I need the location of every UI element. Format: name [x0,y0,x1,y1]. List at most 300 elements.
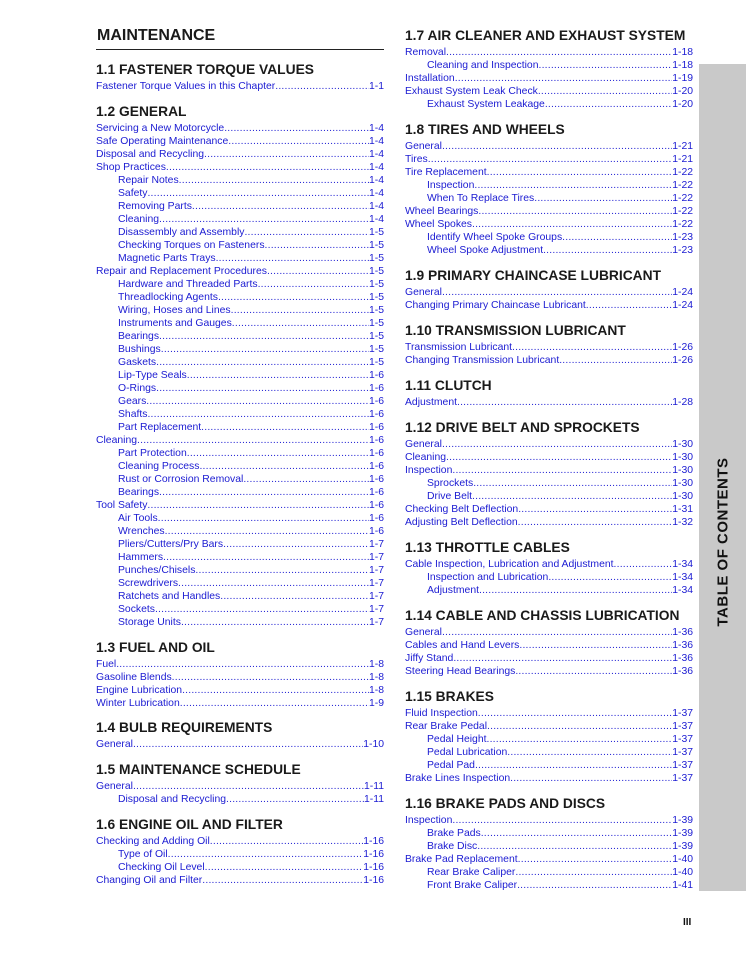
dot-leader [534,192,672,205]
toc-entry-page: 1-6 [368,448,384,459]
toc-section [405,606,693,678]
toc-link-when-to-replace-tires[interactable] [405,192,693,205]
toc-entry-page: 1-39 [672,841,693,852]
toc-link-cable-inspection-lubrication-and-adjustment[interactable] [405,558,693,571]
dot-leader [210,835,363,848]
toc-link-servicing-a-new-motorcycle[interactable] [96,122,384,135]
toc-section [96,60,384,93]
toc-entry-title: Checking Torques on Fasteners [118,240,265,251]
toc-entry-page: 1-21 [672,141,693,152]
toc-link-lip-type-seals[interactable] [96,369,384,382]
dot-leader [446,46,672,59]
dot-leader [442,438,672,451]
toc-link-cleaning-and-inspection[interactable] [405,59,693,72]
dot-leader [258,278,369,291]
toc-link-fastener-torque-values-in-this-chapter[interactable] [96,80,384,93]
toc-entry-page: 1-40 [672,867,693,878]
toc-link-exhaust-system-leak-check[interactable] [405,85,693,98]
toc-entry-title: Part Replacement [118,422,202,433]
dot-leader [159,330,369,343]
dot-leader [156,356,369,369]
dot-leader [133,738,363,751]
toc-entry-title: Type of Oil [118,849,168,860]
toc-entry-title: Transmission Lubricant [405,342,513,353]
toc-entry-title: Front Brake Caliper [427,880,518,891]
toc-link-brake-pad-replacement[interactable] [405,853,693,866]
toc-entry-page: 1-22 [672,193,693,204]
toc-entry-page: 1-19 [672,73,693,84]
toc-entry-title: Rear Brake Pedal [405,721,488,732]
toc-entry-page: 1-5 [368,344,384,355]
dot-leader [165,525,369,538]
toc-entry-page: 1-7 [368,565,384,576]
toc-link-screwdrivers[interactable] [96,577,384,590]
toc-entry-title: Cleaning Process [118,461,200,472]
dot-leader [455,72,673,85]
toc-link-wiring-hoses-and-lines[interactable] [96,304,384,317]
toc-link-cleaning[interactable] [96,213,384,226]
toc-entry-title: Brake Disc [427,841,478,852]
toc-link-cables-and-hand-levers[interactable] [405,639,693,652]
toc-entry-title: Lip-Type Seals [118,370,187,381]
toc-link-winter-lubrication[interactable] [96,697,384,710]
toc-link-pedal-lubrication[interactable] [405,746,693,759]
toc-entry-title: Checking Belt Deflection [405,504,519,515]
dot-leader [155,603,369,616]
toc-entry-title: Drive Belt [427,491,473,502]
toc-link-tool-safety[interactable] [96,499,384,512]
toc-entry-page: 1-5 [368,331,384,342]
dot-leader [428,153,672,166]
toc-link-adjustment[interactable] [405,396,693,409]
toc-entry-page: 1-37 [672,734,693,745]
toc-link-general[interactable] [96,780,384,793]
toc-entry-page: 1-4 [368,149,384,160]
toc-entry-page: 1-8 [368,659,384,670]
toc-link-general[interactable] [405,140,693,153]
toc-link-removing-parts[interactable] [96,200,384,213]
toc-link-checking-belt-deflection[interactable] [405,503,693,516]
toc-entry-page: 1-5 [368,357,384,368]
dot-leader [223,538,369,551]
toc-link-brake-pads[interactable] [405,827,693,840]
dot-leader [159,213,369,226]
toc-entry-title: Cable Inspection, Lubrication and Adjustment [405,559,614,570]
dot-leader [195,564,369,577]
toc-entry-page: 1-39 [672,828,693,839]
dot-leader [180,697,369,710]
toc-link-changing-transmission-lubricant[interactable] [405,354,693,367]
toc-entry-page: 1-30 [672,465,693,476]
toc-link-disposal-and-recycling[interactable] [96,148,384,161]
toc-entry-list [96,658,384,710]
dot-leader [187,447,369,460]
toc-link-engine-lubrication[interactable] [96,684,384,697]
toc-link-removal[interactable] [405,46,693,59]
toc-link-brake-lines-inspection[interactable] [405,772,693,785]
toc-entry-title: Repair Notes [118,175,179,186]
toc-entry-title: Brake Pads [427,828,481,839]
toc-link-changing-primary-chaincase-lubricant[interactable] [405,299,693,312]
toc-link-gears[interactable] [96,395,384,408]
toc-entry-title: Brake Pad Replacement [405,854,518,865]
dot-leader [244,226,369,239]
toc-entry-page: 1-5 [368,227,384,238]
toc-entry-page: 1-1 [368,81,384,92]
toc-entry-title: Cleaning [405,452,447,463]
toc-entry-page: 1-7 [368,591,384,602]
toc-link-wheel-spoke-adjustment[interactable] [405,244,693,257]
toc-link-cleaning-process[interactable] [96,460,384,473]
toc-entry-page: 1-5 [368,318,384,329]
toc-link-checking-and-adding-oil[interactable] [96,835,384,848]
dot-leader [159,486,369,499]
toc-right-column [405,26,693,892]
toc-entry-title: Checking and Adding Oil [96,836,210,847]
toc-entry-title: Ratchets and Handles [118,591,221,602]
toc-link-air-tools[interactable] [96,512,384,525]
toc-link-disassembly-and-assembly[interactable] [96,226,384,239]
toc-entry-list [405,286,693,312]
dot-leader [472,490,672,503]
toc-link-fuel[interactable] [96,658,384,671]
dot-leader [477,840,672,853]
toc-entry-list [96,122,384,629]
dot-leader [515,866,672,879]
toc-link-adjusting-belt-deflection[interactable] [405,516,693,529]
dot-leader [228,135,369,148]
toc-section [405,538,693,597]
toc-entry-title: Inspection [405,815,453,826]
toc-entry-page: 1-4 [368,123,384,134]
dot-leader [518,853,673,866]
toc-entry-list [405,438,693,529]
toc-entry-title: Instruments and Gauges [118,318,232,329]
toc-entry-page: 1-7 [368,539,384,550]
toc-link-bearings[interactable] [96,330,384,343]
toc-link-adjustment[interactable] [405,584,693,597]
dot-leader [442,626,672,639]
toc-entry-title: Storage Units [118,617,181,628]
toc-entry-title: Installation [405,73,455,84]
toc-link-safety[interactable] [96,187,384,200]
toc-entry-page: 1-6 [368,422,384,433]
dot-leader [224,122,369,135]
toc-entry-title: Gears [118,396,147,407]
toc-entry-list [405,707,693,785]
toc-entry-page: 1-16 [363,849,384,860]
toc-entry-title: General [96,739,133,750]
toc-link-checking-torques-on-fasteners[interactable] [96,239,384,252]
toc-entry-page: 1-10 [363,739,384,750]
side-tab-label: TABLE OF CONTENTS [714,457,731,627]
toc-entry-page: 1-34 [672,572,693,583]
toc-entry-title: Identify Wheel Spoke Groups [427,232,563,243]
toc-link-disposal-and-recycling[interactable] [96,793,384,806]
toc-link-type-of-oil[interactable] [96,848,384,861]
toc-link-ratchets-and-handles[interactable] [96,590,384,603]
right-sections [405,26,693,892]
dot-leader [181,616,369,629]
toc-entry-list [405,46,693,111]
toc-entry-page: 1-26 [672,355,693,366]
toc-entry-page: 1-22 [672,180,693,191]
toc-link-transmission-lubricant[interactable] [405,341,693,354]
toc-link-inspection[interactable] [405,464,693,477]
toc-entry-page: 1-37 [672,760,693,771]
toc-link-sockets[interactable] [96,603,384,616]
toc-entry-page: 1-5 [368,266,384,277]
dot-leader [475,759,672,772]
toc-entry-page: 1-22 [672,167,693,178]
dot-leader [538,85,672,98]
section-heading: 1.15 BRAKES [405,689,494,704]
toc-link-hardware-and-threaded-parts[interactable] [96,278,384,291]
toc-entry-title: Fluid Inspection [405,708,478,719]
toc-entry-page: 1-4 [368,188,384,199]
toc-link-sprockets[interactable] [405,477,693,490]
toc-entry-title: Punches/Chisels [118,565,196,576]
toc-link-gaskets[interactable] [96,356,384,369]
dot-leader [457,396,672,409]
toc-entry-title: Wrenches [118,526,165,537]
toc-section [96,718,384,751]
toc-entry-page: 1-37 [672,721,693,732]
toc-link-rear-brake-pedal[interactable] [405,720,693,733]
toc-link-wrenches[interactable] [96,525,384,538]
dot-leader [161,343,369,356]
toc-link-general[interactable] [405,286,693,299]
toc-entry-title: O-Rings [118,383,157,394]
toc-link-bushings[interactable] [96,343,384,356]
toc-link-jiffy-stand[interactable] [405,652,693,665]
toc-link-exhaust-system-leakage[interactable] [405,98,693,111]
toc-link-shop-practices[interactable] [96,161,384,174]
toc-section [405,120,693,257]
toc-entry-page: 1-18 [672,47,693,58]
dot-leader [199,460,369,473]
toc-entry-page: 1-30 [672,439,693,450]
toc-entry-page: 1-24 [672,300,693,311]
toc-entry-title: Gasoline Blends [96,672,172,683]
toc-entry-title: Sprockets [427,478,474,489]
toc-entry-page: 1-20 [672,99,693,110]
toc-entry-page: 1-36 [672,653,693,664]
toc-section [96,760,384,806]
toc-entry-title: Shafts [118,409,148,420]
toc-link-threadlocking-agents[interactable] [96,291,384,304]
toc-link-safe-operating-maintenance[interactable] [96,135,384,148]
toc-entry-page: 1-5 [368,292,384,303]
toc-entry-page: 1-26 [672,342,693,353]
toc-entry-page: 1-22 [672,206,693,217]
toc-entry-list [405,626,693,678]
toc-entry-page: 1-7 [368,578,384,589]
toc-entry-title: Pedal Lubrication [427,747,508,758]
toc-entry-title: Changing Transmission Lubricant [405,355,560,366]
toc-entry-title: Cleaning [118,214,160,225]
dot-leader [518,503,672,516]
toc-link-identify-wheel-spoke-groups[interactable] [405,231,693,244]
toc-entry-title: Engine Lubrication [96,685,183,696]
toc-entry-page: 1-11 [363,794,384,805]
toc-link-drive-belt[interactable] [405,490,693,503]
toc-link-bearings[interactable] [96,486,384,499]
toc-link-installation[interactable] [405,72,693,85]
toc-entry-title: Wheel Spoke Adjustment [427,245,544,256]
toc-entry-page: 1-16 [363,836,384,847]
toc-left-column [96,26,384,887]
toc-link-instruments-and-gauges[interactable] [96,317,384,330]
toc-section [405,266,693,312]
toc-link-repair-and-replacement-procedures[interactable] [96,265,384,278]
dot-leader [179,174,369,187]
toc-entry-title: Removal [405,47,446,58]
left-sections [96,60,384,887]
toc-entry-title: Pliers/Cutters/Pry Bars [118,539,224,550]
page-number: III [683,917,692,928]
toc-link-rust-or-corrosion-removal[interactable] [96,473,384,486]
toc-entry-page: 1-5 [368,240,384,251]
toc-link-general[interactable] [405,438,693,451]
dot-leader [158,512,369,525]
toc-link-checking-oil-level[interactable] [96,861,384,874]
toc-entry-title: Exhaust System Leak Check [405,86,538,97]
toc-link-cleaning[interactable] [96,434,384,447]
toc-entry-page: 1-36 [672,666,693,677]
dot-leader [545,98,672,111]
toc-link-general[interactable] [405,626,693,639]
toc-entry-title: Cables and Hand Levers [405,640,520,651]
dot-leader [510,772,672,785]
toc-entry-title: Winter Lubrication [96,698,180,709]
toc-link-shafts[interactable] [96,408,384,421]
dot-leader [178,577,369,590]
toc-entry-title: General [405,141,442,152]
toc-entry-title: Disassembly and Assembly [118,227,245,238]
toc-entry-page: 1-30 [672,452,693,463]
toc-entry-page: 1-4 [368,175,384,186]
toc-entry-page: 1-4 [368,136,384,147]
toc-entry-title: Disposal and Recycling [118,794,227,805]
toc-link-pedal-height[interactable] [405,733,693,746]
toc-entry-title: Air Tools [118,513,158,524]
toc-link-tires[interactable] [405,153,693,166]
section-heading: 1.13 THROTTLE CABLES [405,540,570,555]
toc-link-wheel-spokes[interactable] [405,218,693,231]
toc-entry-list [96,835,384,887]
toc-link-pedal-pad[interactable] [405,759,693,772]
toc-link-tire-replacement[interactable] [405,166,693,179]
dot-leader [166,161,369,174]
toc-entry-page: 1-6 [368,383,384,394]
toc-entry-title: Fastener Torque Values in this Chapter [96,81,276,92]
toc-entry-title: Removing Parts [118,201,192,212]
dot-leader [452,814,672,827]
toc-entry-title: Cleaning and Inspection [427,60,539,71]
toc-entry-title: Disposal and Recycling [96,149,205,160]
dot-leader [442,286,672,299]
dot-leader [216,252,369,265]
toc-entry-page: 1-18 [672,60,693,71]
toc-entry-title: Jiffy Stand [405,653,454,664]
dot-leader [204,148,369,161]
toc-entry-page: 1-34 [672,559,693,570]
toc-link-changing-oil-and-filter[interactable] [96,874,384,887]
section-heading: 1.11 CLUTCH [405,378,492,393]
toc-link-general[interactable] [96,738,384,751]
toc-link-hammers[interactable] [96,551,384,564]
dot-leader [478,707,672,720]
toc-link-front-brake-caliper[interactable] [405,879,693,892]
toc-entry-page: 1-5 [368,253,384,264]
toc-link-pliers-cutters-pry-bars[interactable] [96,538,384,551]
toc-entry-title: Bearings [118,331,160,342]
dot-leader [226,793,364,806]
toc-entry-title: Adjustment [427,585,479,596]
dot-leader [481,827,672,840]
toc-section [405,794,693,892]
toc-link-inspection[interactable] [405,179,693,192]
toc-entry-title: Cleaning [96,435,138,446]
dot-leader [168,848,364,861]
toc-link-inspection[interactable] [405,814,693,827]
toc-link-part-protection[interactable] [96,447,384,460]
toc-entry-list [405,558,693,597]
toc-entry-page: 1-6 [368,474,384,485]
dot-leader [559,354,672,367]
toc-link-brake-disc[interactable] [405,840,693,853]
dot-leader [202,874,363,887]
toc-entry-title: Wiring, Hoses and Lines [118,305,231,316]
section-heading: 1.9 PRIMARY CHAINCASE LUBRICANT [405,268,662,283]
dot-leader [147,408,369,421]
toc-link-steering-head-bearings[interactable] [405,665,693,678]
toc-link-storage-units[interactable] [96,616,384,629]
dot-leader [218,291,369,304]
dot-leader [453,652,672,665]
section-heading: 1.16 BRAKE PADS AND DISCS [405,796,606,811]
toc-entry-title: Inspection [405,465,453,476]
toc-link-magnetic-parts-trays[interactable] [96,252,384,265]
toc-link-gasoline-blends[interactable] [96,671,384,684]
dot-leader [163,551,369,564]
side-tab [699,64,746,891]
toc-entry-list [405,396,693,409]
toc-link-repair-notes[interactable] [96,174,384,187]
dot-leader [543,244,672,257]
dot-leader [474,179,672,192]
toc-link-o-rings[interactable] [96,382,384,395]
toc-entry-title: Screwdrivers [118,578,179,589]
toc-entry-title: Hardware and Threaded Parts [118,279,258,290]
section-heading: 1.12 DRIVE BELT AND SPROCKETS [405,420,640,435]
toc-link-inspection-and-lubrication[interactable] [405,571,693,584]
toc-link-fluid-inspection[interactable] [405,707,693,720]
toc-link-wheel-bearings[interactable] [405,205,693,218]
dot-leader [201,421,369,434]
toc-link-rear-brake-caliper[interactable] [405,866,693,879]
toc-entry-title: When To Replace Tires [427,193,535,204]
toc-entry-page: 1-36 [672,627,693,638]
toc-entry-page: 1-7 [368,604,384,615]
toc-link-punches-chisels[interactable] [96,564,384,577]
toc-entry-page: 1-16 [363,862,384,873]
toc-link-cleaning[interactable] [405,451,693,464]
toc-link-part-replacement[interactable] [96,421,384,434]
toc-entry-page: 1-23 [672,232,693,243]
section-heading: 1.6 ENGINE OIL AND FILTER [96,817,283,832]
